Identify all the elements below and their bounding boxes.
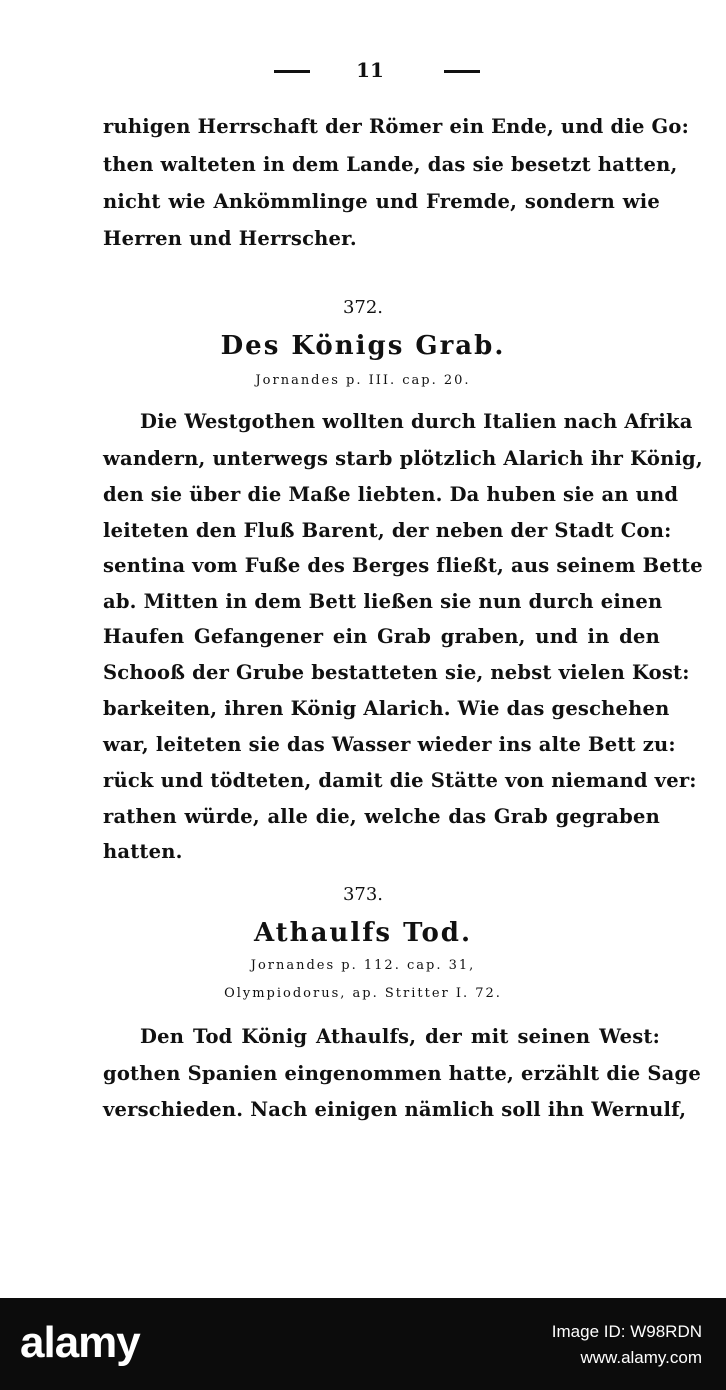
header-rule-right: [444, 70, 480, 73]
header-rule-left: [274, 70, 310, 73]
text-line: sentina vom Fuße des Berges fließt, aus seinem Bette: [103, 554, 703, 577]
text-line: leiteten den Fluß Barent, der neben der Stadt Con:: [103, 519, 672, 542]
section-source-373-b: Olympiodorus, ap. Stritter I. 72.: [224, 986, 502, 1001]
image-url: www.alamy.com: [580, 1348, 702, 1367]
section-number-372: 372.: [342, 297, 384, 318]
text-line: den sie über die Maße liebten. Da huben sie an und: [103, 483, 679, 506]
section-source-373-a: Jornandes p. 112. cap. 31,: [250, 958, 476, 973]
text-line: war, leiteten sie das Wasser wieder ins alte Bett zu:: [103, 733, 676, 756]
text-line: wandern, unterwegs starb plötzlich Alarich ihr König,: [103, 447, 703, 470]
text-line: ab. Mitten in dem Bett ließen sie nun durch einen: [103, 590, 663, 613]
section-source-372: Jornandes p. III. cap. 20.: [255, 373, 471, 388]
page-number: 11: [356, 58, 384, 82]
text-line: gothen Spanien eingenommen hatte, erzählt die Sage: [103, 1062, 701, 1085]
text-line: rathen würde, alle die, welche das Grab gegraben: [103, 805, 660, 828]
text-line: barkeiten, ihren König Alarich. Wie das geschehen: [103, 697, 670, 720]
text-line: Herren und Herrscher.: [103, 227, 357, 250]
text-line: Schooß der Grube bestatteten sie, nebst vielen Kost:: [103, 661, 690, 684]
page-header: [0, 58, 726, 88]
text-line: rück und tödteten, damit die Stätte von niemand ver:: [103, 769, 697, 792]
watermark-footer: [0, 1298, 726, 1390]
text-line: ruhigen Herrschaft der Römer ein Ende, und die Go:: [103, 115, 690, 138]
section-title-372: Des Königs Grab.: [220, 331, 506, 361]
text-line: Haufen Gefangener ein Grab graben, und in den: [103, 625, 660, 648]
text-line: then walteten in dem Lande, das sie besetzt hatten,: [103, 153, 678, 176]
text-line: nicht wie Ankömmlinge und Fremde, sondern wie: [103, 190, 660, 213]
image-id: Image ID: W98RDN: [551, 1322, 702, 1341]
text-line: verschieden. Nach einigen nämlich soll ihn Wernulf,: [103, 1098, 687, 1121]
section-title-373: Athaulfs Tod.: [253, 918, 473, 948]
text-line: hatten.: [103, 840, 183, 863]
text-line: Den Tod König Athaulfs, der mit seinen West:: [140, 1025, 660, 1048]
section-number-373: 373.: [342, 884, 384, 905]
text-line: Die Westgothen wollten durch Italien nach Afrika: [140, 410, 693, 433]
alamy-logo: alamy: [20, 1318, 140, 1367]
